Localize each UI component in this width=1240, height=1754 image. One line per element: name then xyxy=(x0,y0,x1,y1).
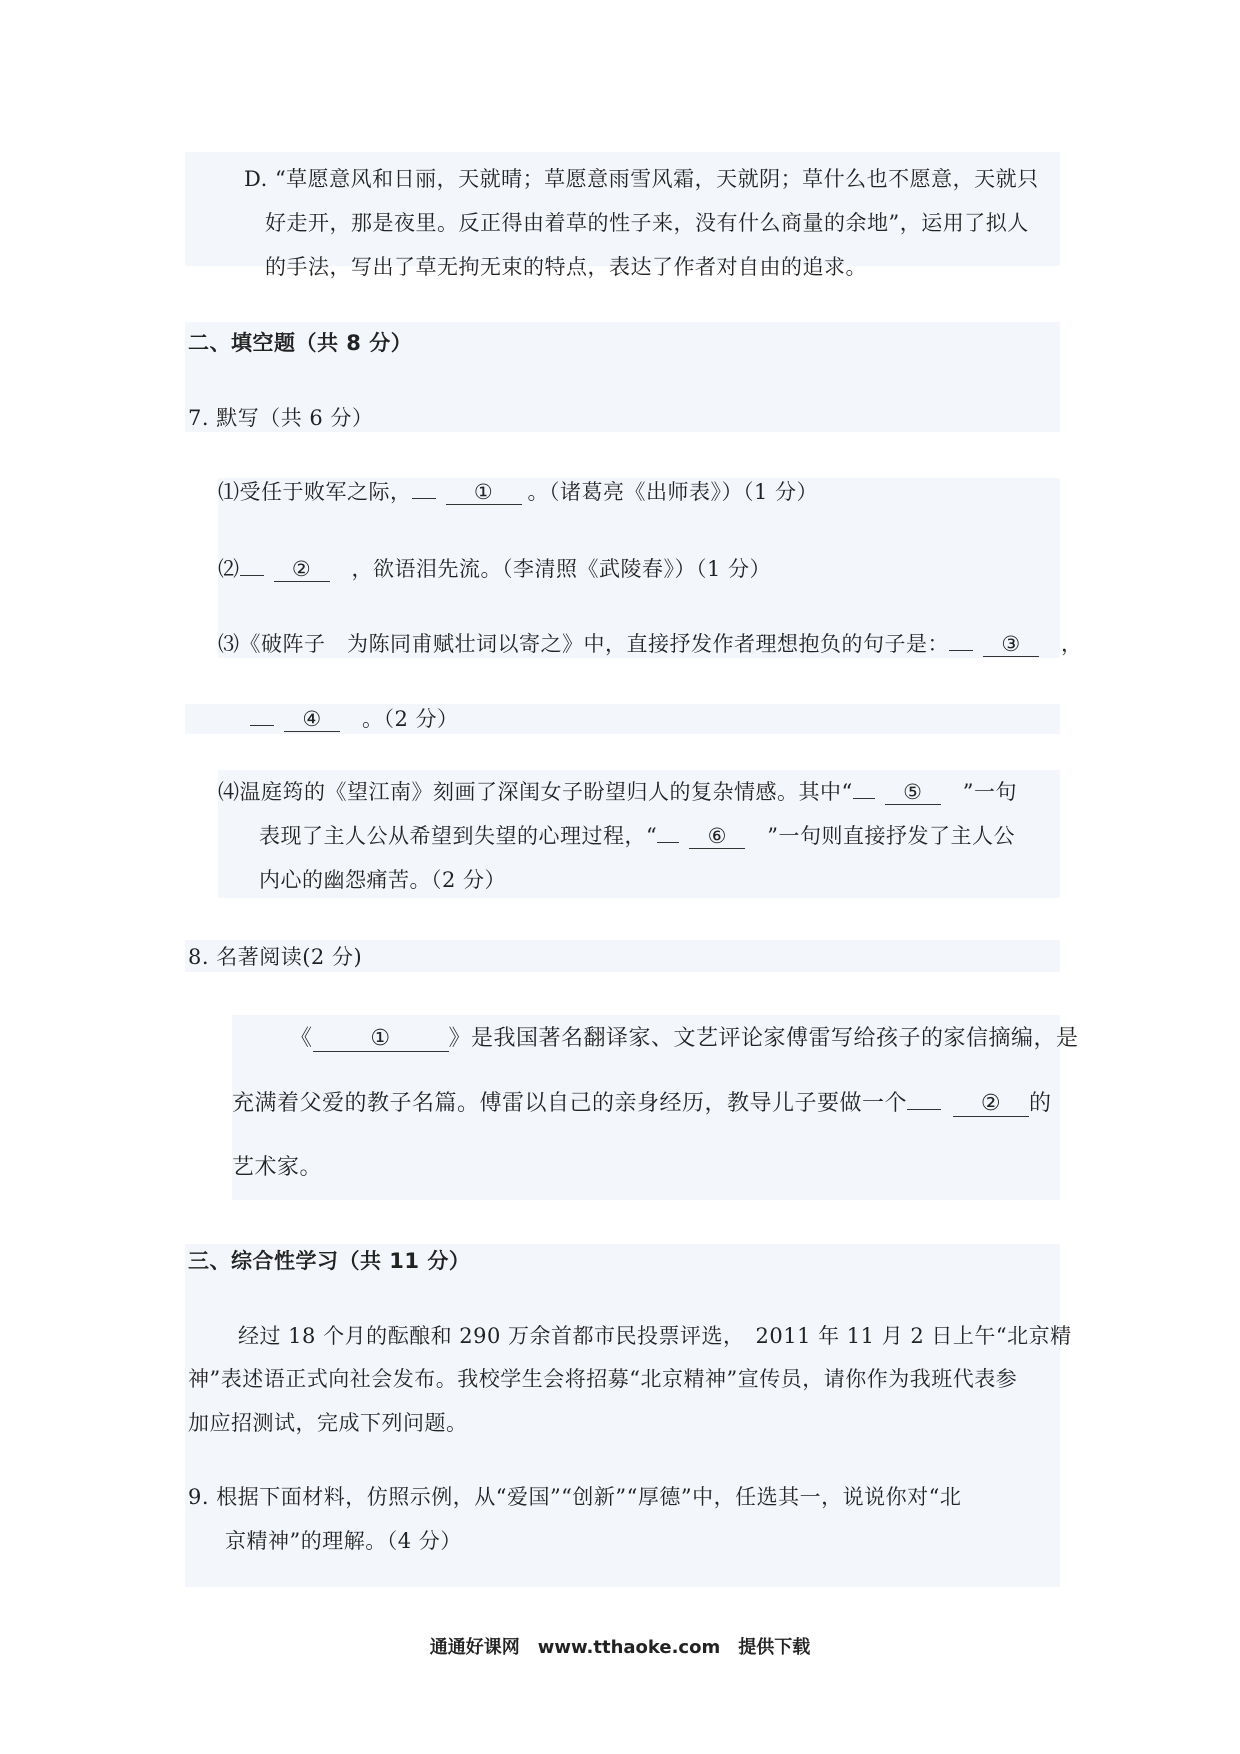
option-d-line-2: 好走开，那是夜里。反正得由着草的性子来，没有什么商量的余地”，运用了拟人 xyxy=(265,211,1029,235)
q8-passage-line-2 xyxy=(232,1090,1052,1118)
q7-blank-4[interactable] xyxy=(250,725,274,726)
option-d-line-1: D. “草愿意风和日丽，天就晴；草愿意雨雪风霜，天就阴；草什么也不愿意，天就只 xyxy=(244,167,1039,191)
section-3-intro-line-2: 神”表述语正式向社会发布。我校学生会将招募“北京精神”宣传员，请你作为我班代表参 xyxy=(188,1367,1018,1391)
q8-blank-2[interactable]: ② xyxy=(953,1092,1029,1117)
q8-passage-line-1 xyxy=(290,1025,1079,1053)
q8-title: 8. 名著阅读(2 分) xyxy=(188,945,363,969)
q7-item-2-post: ，欲语泪先流。（李清照《武陵春》）（1 分） xyxy=(351,557,772,581)
q7-item-4-line-1 xyxy=(218,778,1017,806)
section-3-heading: 三、综合性学习（共 11 分） xyxy=(188,1249,471,1273)
q9-line-1: 9. 根据下面材料，仿照示例，从“爱国”“创新”“厚德”中，任选其一，说说你对“北 xyxy=(188,1485,962,1509)
q7-title: 7. 默写（共 6 分） xyxy=(188,406,374,430)
q7-item-2 xyxy=(218,555,771,583)
q7-item-1-pre: ⑴受任于败军之际， xyxy=(218,480,412,504)
q8-blank-1[interactable]: ① xyxy=(313,1027,449,1052)
section-3-intro-line-1: 经过 18 个月的酝酿和 290 万余首都市民投票评选， 2011 年 11 月 2 日上午“北京精 xyxy=(238,1324,1072,1348)
q7-item-1-post: 。（诸葛亮《出师表》）（1 分） xyxy=(527,480,819,504)
q7-item-2-pre: ⑵ xyxy=(218,557,240,581)
q7-item-4-mid: ”一句 xyxy=(962,780,1017,804)
q7-blank-3-label: ③ xyxy=(983,632,1039,657)
q7-blank-1-label: ① xyxy=(446,480,522,505)
section-2-heading: 二、填空题（共 8 分） xyxy=(188,331,413,355)
q7-item-4-pre: ⑷温庭筠的《望江南》刻画了深闺女子盼望归人的复杂情感。其中“ xyxy=(218,780,853,804)
q7-item-3-post: ， xyxy=(1061,632,1083,656)
q7-item-3-pre: ⑶《破阵子 为陈同甫赋壮词以寄之》中，直接抒发作者理想抱负的句子是： xyxy=(218,632,949,656)
q7-blank-6-label: ⑥ xyxy=(689,824,745,849)
footer-source-note: 通通好课网 www.tthaoke.com 提供下载 xyxy=(429,1637,811,1658)
q7-item-3b-post: 。（2 分） xyxy=(362,707,459,731)
q7-item-4-line2-pre: 表现了主人公从希望到失望的心理过程，“ xyxy=(259,824,658,848)
q8-line-1-post: 》是我国著名翻译家、文艺评论家傅雷写给孩子的家信摘编，是 xyxy=(448,1026,1079,1051)
q7-blank-5-label: ⑤ xyxy=(885,780,941,805)
q7-item-3 xyxy=(218,630,1083,658)
q8-passage-line-3: 艺术家。 xyxy=(232,1155,323,1180)
q8-line-2-pre: 充满着父爱的教子名篇。傅雷以自己的亲身经历，教导儿子要做一个 xyxy=(232,1091,908,1116)
q7-item-1 xyxy=(218,478,818,506)
q7-blank-5[interactable] xyxy=(853,798,875,799)
q7-blank-1[interactable] xyxy=(412,498,436,499)
q8-line-2-post: 的 xyxy=(1029,1091,1052,1116)
q8-blank-2-lead[interactable] xyxy=(907,1109,941,1110)
q7-item-4-line-3: 内心的幽怨痛苦。（2 分） xyxy=(259,868,507,892)
q7-blank-6[interactable] xyxy=(657,842,679,843)
q7-blank-2-label: ② xyxy=(274,557,330,582)
q7-blank-3[interactable] xyxy=(949,650,973,651)
section-3-intro-line-3: 加应招测试，完成下列问题。 xyxy=(188,1411,468,1435)
q7-blank-4-label: ④ xyxy=(284,707,340,732)
q9-line-2: 京精神”的理解。（4 分） xyxy=(225,1529,462,1553)
q7-item-4-line-2 xyxy=(259,822,1015,850)
q7-blank-2[interactable] xyxy=(240,575,264,576)
q8-line-1-pre: 《 xyxy=(290,1026,313,1051)
option-d-line-3: 的手法，写出了草无拘无束的特点，表达了作者对自由的追求。 xyxy=(265,255,867,279)
q7-item-4-line2-post: ”一句则直接抒发了主人公 xyxy=(767,824,1015,848)
q7-item-3b xyxy=(250,705,459,733)
